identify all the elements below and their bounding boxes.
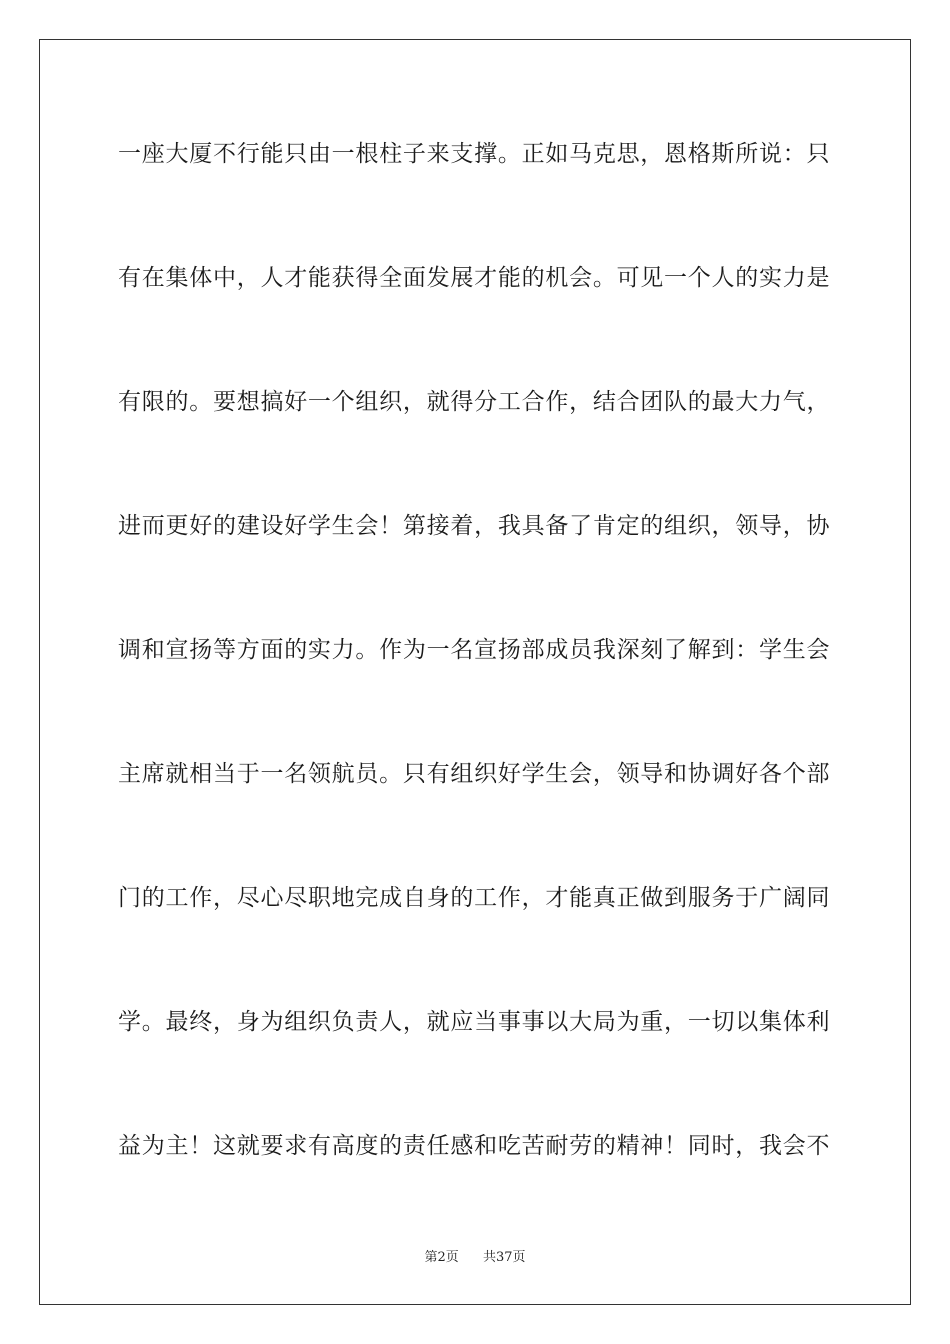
text-line: 学。最终，身为组织负责人，就应当事事以大局为重，一切以集体利 [118,1009,830,1035]
text-line: 调和宣扬等方面的实力。作为一名宣扬部成员我深刻了解到：学生会 [118,637,830,663]
text-line: 益为主！这就要求有高度的责任感和吃苦耐劳的精神！同时，我会不 [118,1133,830,1159]
text-line: 有在集体中，人才能获得全面发展才能的机会。可见一个人的实力是 [118,265,830,291]
text-line: 门的工作，尽心尽职地完成自身的工作，才能真正做到服务于广阔同 [118,885,830,911]
page-number: 第2页 [424,1250,459,1265]
text-line: 进而更好的建设好学生会！第接着，我具备了肯定的组织，领导，协 [118,513,830,539]
text-line: 一座大厦不行能只由一根柱子来支撑。正如马克思，恩格斯所说：只 [118,141,830,167]
document-body [118,130,830,1246]
page-footer [0,1246,950,1265]
text-line: 有限的。要想搞好一个组织，就得分工合作，结合团队的最大力气， [118,389,830,415]
text-line: 主席就相当于一名领航员。只有组织好学生会，领导和协调好各个部 [118,761,830,787]
page-total: 共37页 [483,1250,526,1265]
